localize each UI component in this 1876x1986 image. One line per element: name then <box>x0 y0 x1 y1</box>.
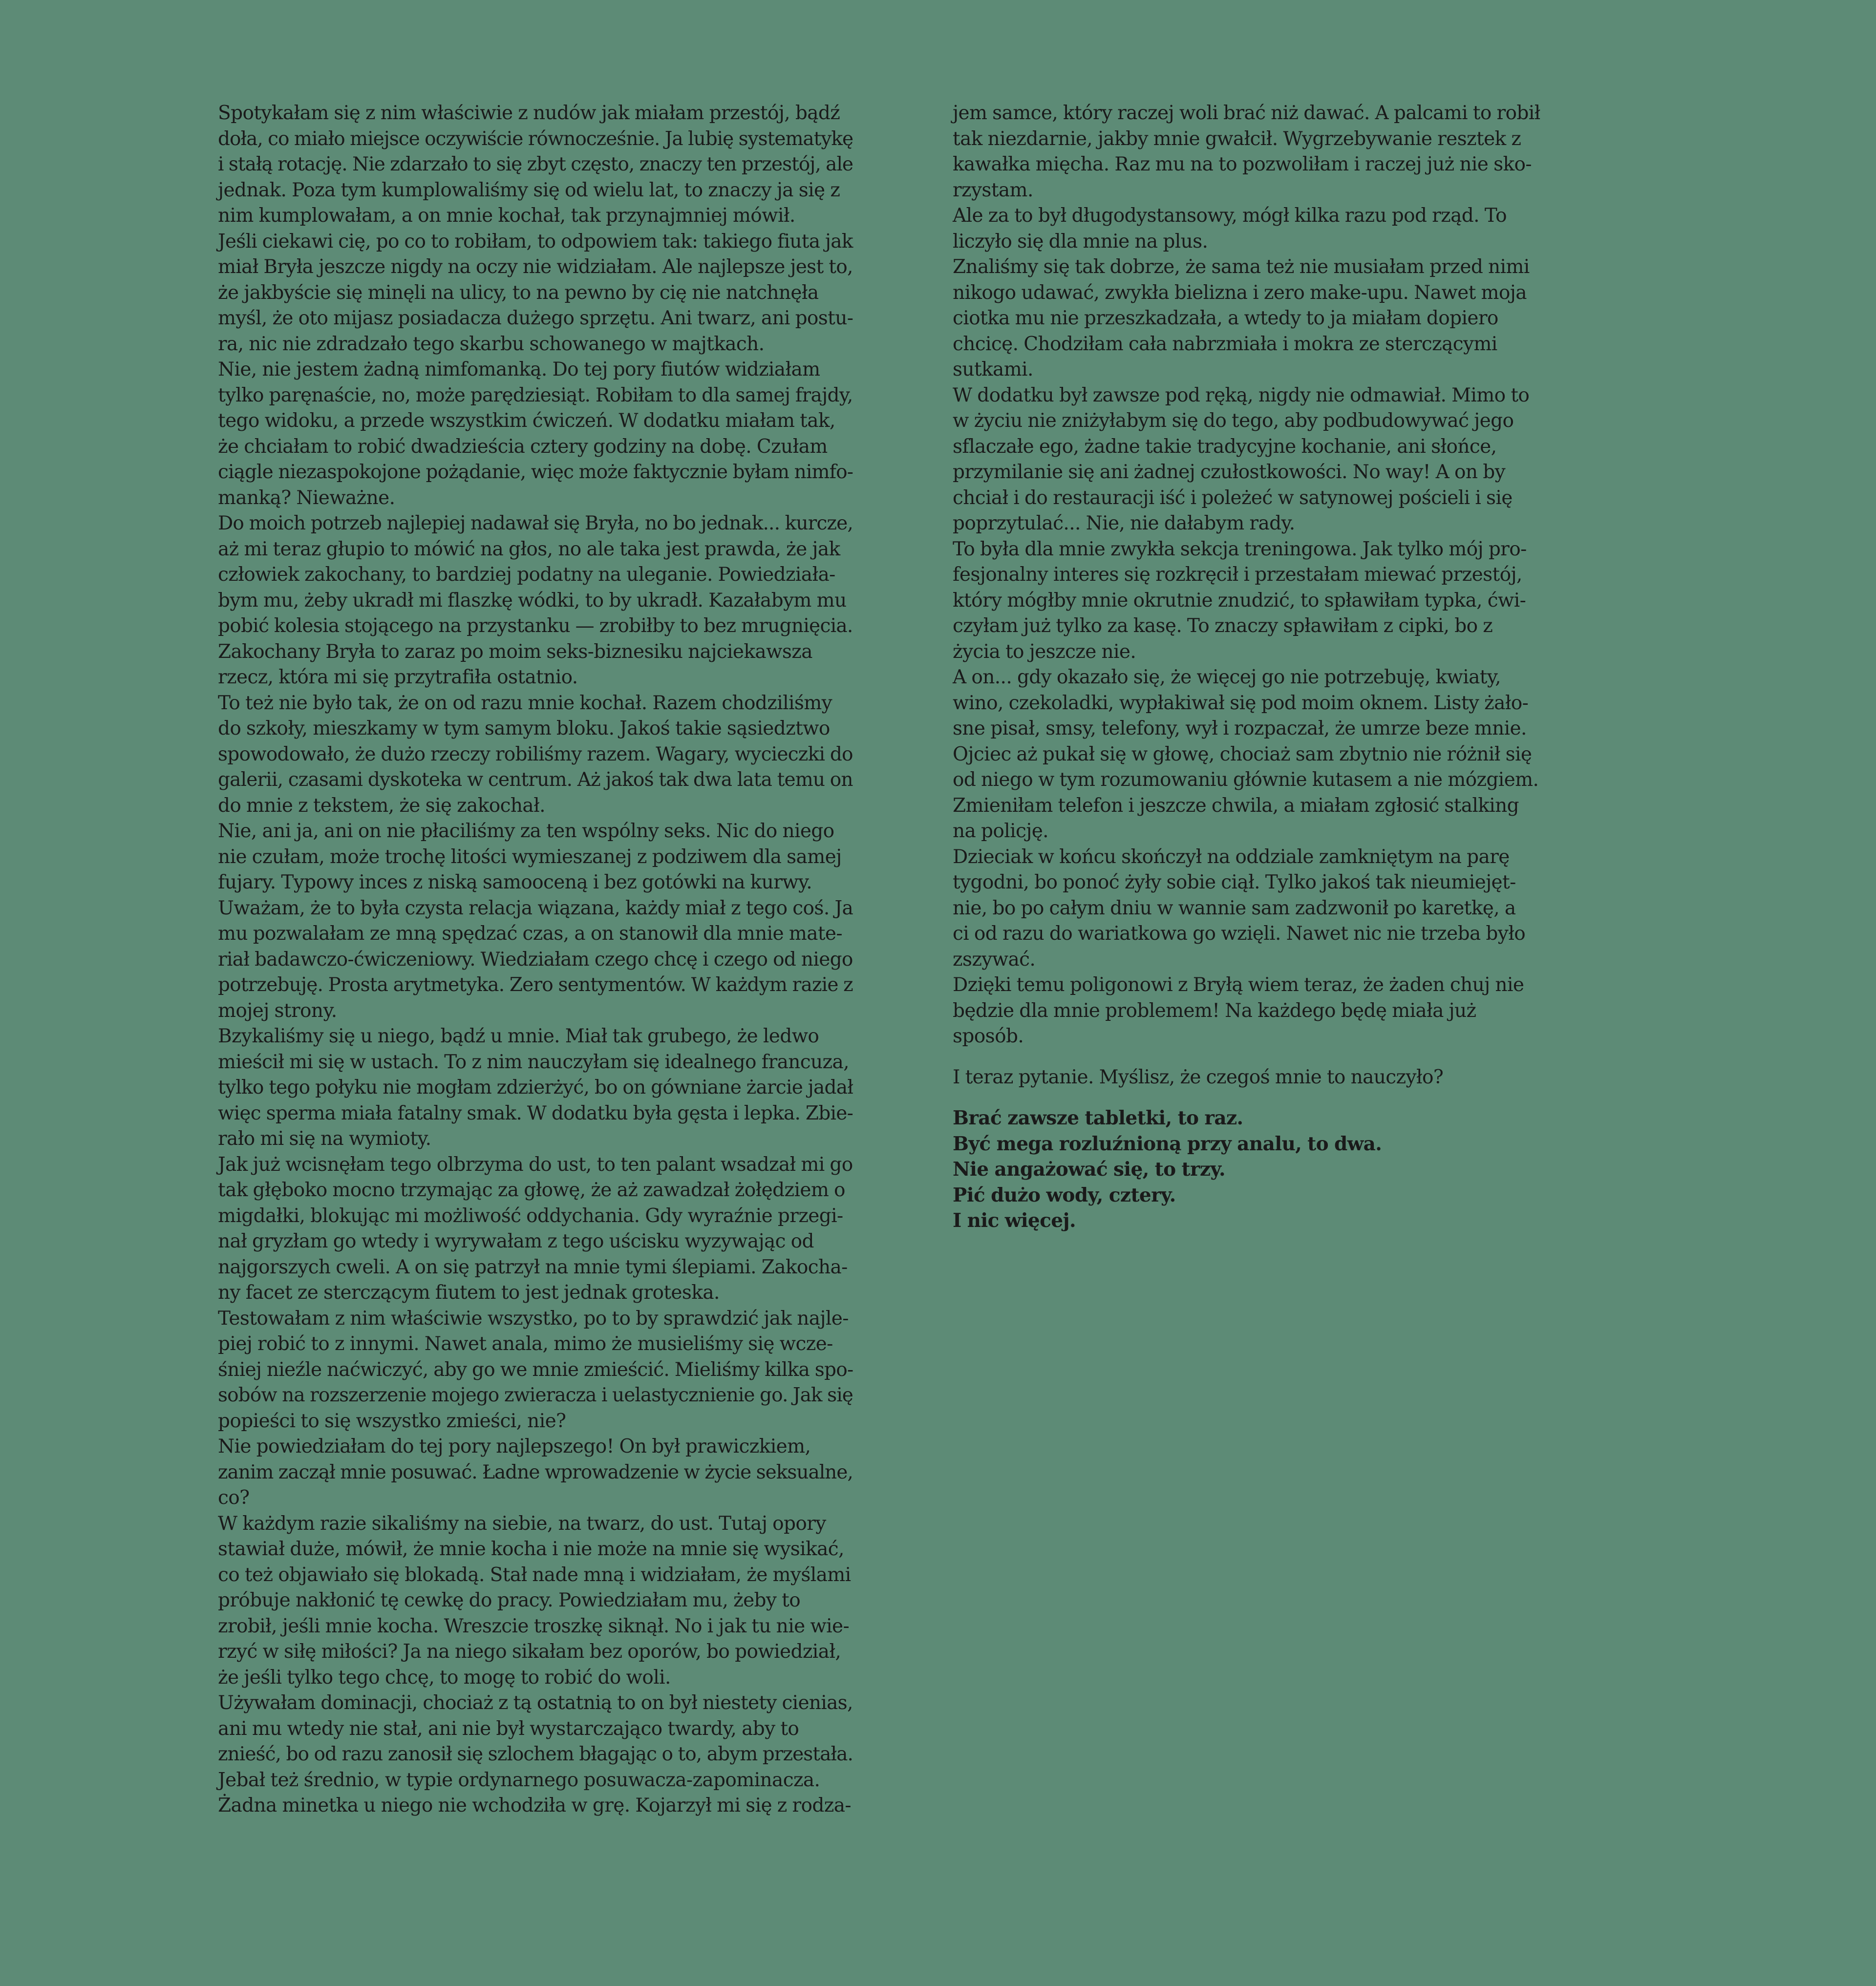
text-line: nikogo udawać, zwykła bielizna i zero make-upu. Nawet moja <box>953 281 1527 304</box>
text-line: od niego w tym rozumowaniu głównie kutasem a nie mózgiem. <box>953 769 1539 791</box>
text-line: do mnie z tekstem, że się zakochał. <box>218 794 545 817</box>
text-line: nie, bo po całym dniu w wannie sam zadzwonił po karetkę, a <box>953 897 1516 919</box>
text-line: mieścił mi się w ustach. To z nim nauczyłam się idealnego francuza, <box>218 1051 849 1073</box>
text-line: tak niezdarnie, jakby mnie gwałcił. Wygrzebywanie resztek z <box>953 127 1521 150</box>
text-line: co też objawiało się blokadą. Stał nade mną i widziałam, że myślami <box>218 1563 851 1586</box>
text-line: Do moich potrzeb najlepiej nadawał się Bryła, no bo jednak... kurcze, <box>218 512 853 534</box>
text-line: że jeśli tylko tego chcę, to mogę to robić do woli. <box>218 1666 671 1689</box>
text-line: popieści to się wszystko zmieści, nie? <box>218 1410 566 1432</box>
text-line: myśl, że oto mijasz posiadacza dużego sprzętu. Ani twarz, ani postu- <box>218 307 853 329</box>
text-line: rzyć w siłę miłości? Ja na niego sikałam bez oporów, bo powiedział, <box>218 1641 841 1663</box>
text-line: ra, nic nie zdradzało tego skarbu schowanego w majtkach. <box>218 333 765 355</box>
text-line: czyłam już tylko za kasę. To znaczy spławiłam z cipki, bo z <box>953 615 1493 637</box>
text-line: ciotka mu nie przeszkadzała, a wtedy to ja miałam dopiero <box>953 307 1498 329</box>
text-line: sposób. <box>953 1025 1024 1047</box>
paragraph-gap <box>953 1090 1588 1105</box>
text-line: zrobił, jeśli mnie kocha. Wreszcie troszkę siknął. No i jak tu nie wie- <box>218 1615 850 1637</box>
text-line: mu pozwalałam ze mną spędzać czas, a on stanowił dla mnie mate- <box>218 923 842 945</box>
text-line: do szkoły, mieszkamy w tym samym bloku. Jakoś takie sąsiedztwo <box>218 718 830 739</box>
text-line: riał badawczo-ćwiczeniowy. Wiedziałam czego chcę i czego od niego <box>218 948 853 971</box>
text-line: Bzykaliśmy się u niego, bądź u mnie. Miał tak grubego, że ledwo <box>218 1025 819 1047</box>
text-line: mojej strony. <box>218 999 337 1022</box>
text-line: A on... gdy okazało się, że więcej go nie potrzebuję, kwiaty, <box>953 666 1501 688</box>
text-line: zanim zaczął mnie posuwać. Ładne wprowadzenie w życie seksualne, <box>218 1461 853 1483</box>
text-line: próbuje nakłonić tę cewkę do pracy. Powiedziałam mu, żeby to <box>218 1589 801 1611</box>
text-line: rało mi się na wymioty. <box>218 1128 431 1150</box>
text-line: miał Bryła jeszcze nigdy na oczy nie widziałam. Ale najlepsze jest to, <box>218 256 853 278</box>
text-line: sflaczałe ego, żadne takie tradycyjne kochanie, ani słońce, <box>953 435 1497 458</box>
text-line: Ale za to był długodystansowy, mógł kilka razu pod rząd. To <box>953 205 1507 227</box>
text-line: w życiu nie zniżyłabym się do tego, aby podbudowywać jego <box>953 410 1514 432</box>
text-line: będzie dla mnie problemem! Na każdego będę miała już <box>953 999 1476 1022</box>
paragraph-gap <box>953 1050 1588 1065</box>
text-line: stawiał duże, mówił, że mnie kocha i nie może na mnie się wysikać, <box>218 1538 844 1560</box>
text-line: To też nie było tak, że on od razu mnie kochał. Razem chodziliśmy <box>218 692 832 714</box>
text-line: Znaliśmy się tak dobrze, że sama też nie musiałam przed nimi <box>953 256 1530 278</box>
text-line: sutkami. <box>953 359 1033 380</box>
text-line: liczyło się dla mnie na plus. <box>953 230 1208 253</box>
text-line: Nie powiedziałam do tej pory najlepszego! On był prawiczkiem, <box>218 1436 811 1458</box>
text-line: śniej nieźle naćwiczyć, aby go we mnie zmieścić. Mieliśmy kilka spo- <box>218 1358 853 1381</box>
text-line: Dzięki temu poligonowi z Bryłą wiem teraz, że żaden chuj nie <box>953 974 1524 996</box>
text-line: fujary. Typowy inces z niską samooceną i bez gotówki na kurwy. <box>218 871 812 893</box>
text-line: rzecz, która mi się przytrafiła ostatnio. <box>218 666 578 688</box>
text-line: ci od razu do wariatkowa go wzięli. Nawet nic nie trzeba było <box>953 923 1526 945</box>
bold-list-line: I nic więcej. <box>953 1209 1076 1232</box>
text-line: pobić kolesia stojącego na przystanku — zrobiłby to bez mrugnięcia. <box>218 615 853 637</box>
text-line: Nie, nie jestem żadną nimfomanką. Do tej pory fiutów widziałam <box>218 359 820 380</box>
text-line: W dodatku był zawsze pod ręką, nigdy nie odmawiał. Mimo to <box>953 384 1530 406</box>
text-line: Nie, ani ja, ani on nie płaciliśmy za ten wspólny seks. Nic do niego <box>218 820 834 842</box>
right-text-column <box>953 101 1588 1234</box>
text-line: Testowałam z nim właściwie wszystko, po to by sprawdzić jak najle- <box>218 1307 849 1330</box>
text-line: tylko paręnaście, no, może parędziesiąt. Robiłam to dla samej frajdy, <box>218 384 853 406</box>
text-line: tego widoku, a przede wszystkim ćwiczeń. W dodatku miałam tak, <box>218 410 835 432</box>
text-line: rzystam. <box>953 179 1033 201</box>
text-line: zszywać. <box>953 948 1036 971</box>
text-line: że jakbyście się minęli na ulicy, to na pewno by cię nie natchnęła <box>218 281 819 304</box>
text-line: Jeśli ciekawi cię, po co to robiłam, to odpowiem tak: takiego fiuta jak <box>218 230 853 253</box>
text-line: piej robić to z innymi. Nawet anala, mimo że musieliśmy się wcze- <box>218 1333 833 1355</box>
text-line: Ojciec aż pukał się w głowę, chociaż sam zbytnio nie różnił się <box>953 743 1532 765</box>
bold-list-line: Nie angażować się, to trzy. <box>953 1158 1225 1181</box>
text-line: doła, co miało miejsce oczywiście równocześnie. Ja lubię systematykę <box>218 127 853 150</box>
bold-list-line: Pić dużo wody, cztery. <box>953 1183 1176 1206</box>
text-line: poprzytulać... Nie, nie dałabym rady. <box>953 512 1295 534</box>
text-line: Jak już wcisnęłam tego olbrzyma do ust, to ten palant wsadzał mi go <box>218 1153 853 1176</box>
text-line: Zakochany Bryła to zaraz po moim seks-biznesiku najciekawsza <box>218 640 812 663</box>
text-line: potrzebuję. Prosta arytmetyka. Zero sentymentów. W każdym razie z <box>218 974 853 996</box>
text-line: aż mi teraz głupio to mówić na głos, no ale taka jest prawda, że jak <box>218 538 840 560</box>
text-line: Zmieniłam telefon i jeszcze chwila, a miałam zgłosić stalking <box>953 794 1519 817</box>
text-line: sobów na rozszerzenie mojego zwieracza i uelastycznienie go. Jak się <box>218 1384 853 1406</box>
text-line: który mógłby mnie okrutnie znudzić, to spławiłam typka, ćwi- <box>953 589 1526 612</box>
text-line: przymilanie się ani żadnej czułostkowości. No way! A on by <box>953 461 1505 483</box>
text-line: nie czułam, może trochę litości wymieszanej z podziwem dla samej <box>218 845 842 868</box>
text-line: ciągle niezaspokojone pożądanie, więc może faktycznie byłam nimfo- <box>218 461 853 483</box>
text-line: ani mu wtedy nie stał, ani nie był wystarczająco twardy, aby to <box>218 1717 799 1740</box>
text-line: sne pisał, smsy, telefony, wył i rozpaczał, że umrze beze mnie. <box>953 718 1527 739</box>
text-line: chcicę. Chodziłam cała nabrzmiała i mokra ze sterczącymi <box>953 333 1497 355</box>
text-line: ny facet ze sterczącym fiutem to jest jednak groteska. <box>218 1282 720 1304</box>
bold-list-line: Być mega rozluźnioną przy analu, to dwa. <box>953 1132 1382 1155</box>
text-line: życia to jeszcze nie. <box>953 640 1136 663</box>
text-line: tylko tego połyku nie mogłam zdzierżyć, bo on gówniane żarcie jadał <box>218 1077 853 1099</box>
left-text-column <box>218 101 853 1819</box>
text-line: że chciałam to robić dwadzieścia cztery godziny na dobę. Czułam <box>218 435 828 458</box>
text-line: co? <box>218 1487 250 1509</box>
text-line: wino, czekoladki, wypłakiwał się pod moim oknem. Listy żało- <box>953 692 1529 714</box>
text-line: i stałą rotację. Nie zdarzało to się zbyt często, znaczy ten przestój, ale <box>218 153 853 175</box>
text-line: nał gryzłam go wtedy i wyrywałam z tego uścisku wyzywając od <box>218 1230 814 1252</box>
text-line: jednak. Poza tym kumplowaliśmy się od wielu lat, to znaczy ja się z <box>218 179 840 201</box>
text-line: Dzieciak w końcu skończył na oddziale zamkniętym na parę <box>953 845 1510 868</box>
text-line: nim kumplowałam, a on mnie kochał, tak przynajmniej mówił. <box>218 205 795 227</box>
text-line: kawałka mięcha. Raz mu na to pozwoliłam i raczej już nie sko- <box>953 153 1532 175</box>
text-line: To była dla mnie zwykła sekcja treningowa. Jak tylko mój pro- <box>953 538 1527 560</box>
text-line: człowiek zakochany, to bardziej podatny na uleganie. Powiedziała- <box>218 564 835 586</box>
text-line: migdałki, blokując mi możliwość oddychania. Gdy wyraźnie przegi- <box>218 1204 843 1227</box>
text-line: manką? Nieważne. <box>218 486 395 509</box>
text-line: Jebał też średnio, w typie ordynarnego posuwacza-zapominacza. <box>218 1769 820 1791</box>
text-line: tak głęboko mocno trzymając za głowę, że aż zawadzał żołędziem o <box>218 1179 845 1201</box>
text-line: chciał i do restauracji iść i poleżeć w satynowej pościeli i się <box>953 486 1513 509</box>
text-line: więc sperma miała fatalny smak. W dodatku była gęsta i lepka. Zbie- <box>218 1102 853 1124</box>
text-line: bym mu, żeby ukradł mi flaszkę wódki, to by ukradł. Kazałabym mu <box>218 589 847 612</box>
text-line: najgorszych cweli. A on się patrzył na mnie tymi ślepiami. Zakocha- <box>218 1256 848 1278</box>
text-line: galerii, czasami dyskoteka w centrum. Aż jakoś tak dwa lata temu on <box>218 769 853 791</box>
text-line: W każdym razie sikaliśmy na siebie, na twarz, do ust. Tutaj opory <box>218 1512 826 1535</box>
question-line: I teraz pytanie. Myślisz, że czegoś mnie to nauczyło? <box>953 1066 1444 1088</box>
text-line: Uważam, że to była czysta relacja wiązana, każdy miał z tego coś. Ja <box>218 897 853 919</box>
text-line: jem samce, który raczej woli brać niż dawać. A palcami to robił <box>953 102 1540 124</box>
text-line: fesjonalny interes się rozkręcił i przestałam miewać przestój, <box>953 564 1522 586</box>
text-line: tygodni, bo ponoć żyły sobie ciął. Tylko jakoś tak nieumiejęt- <box>953 871 1516 893</box>
bold-list-line: Brać zawsze tabletki, to raz. <box>953 1107 1243 1129</box>
text-line: Używałam dominacji, chociaż z tą ostatnią to on był niestety cienias, <box>218 1692 853 1714</box>
text-line: Spotykałam się z nim właściwie z nudów jak miałam przestój, bądź <box>218 102 840 124</box>
text-line: Żadna minetka u niego nie wchodziła w grę. Kojarzył mi się z rodza- <box>218 1795 851 1817</box>
text-line: znieść, bo od razu zanosił się szlochem błagając o to, abym przestała. <box>218 1743 853 1765</box>
text-line: spowodowało, że dużo rzeczy robiliśmy razem. Wagary, wycieczki do <box>218 743 853 765</box>
text-line: na policję. <box>953 820 1048 842</box>
